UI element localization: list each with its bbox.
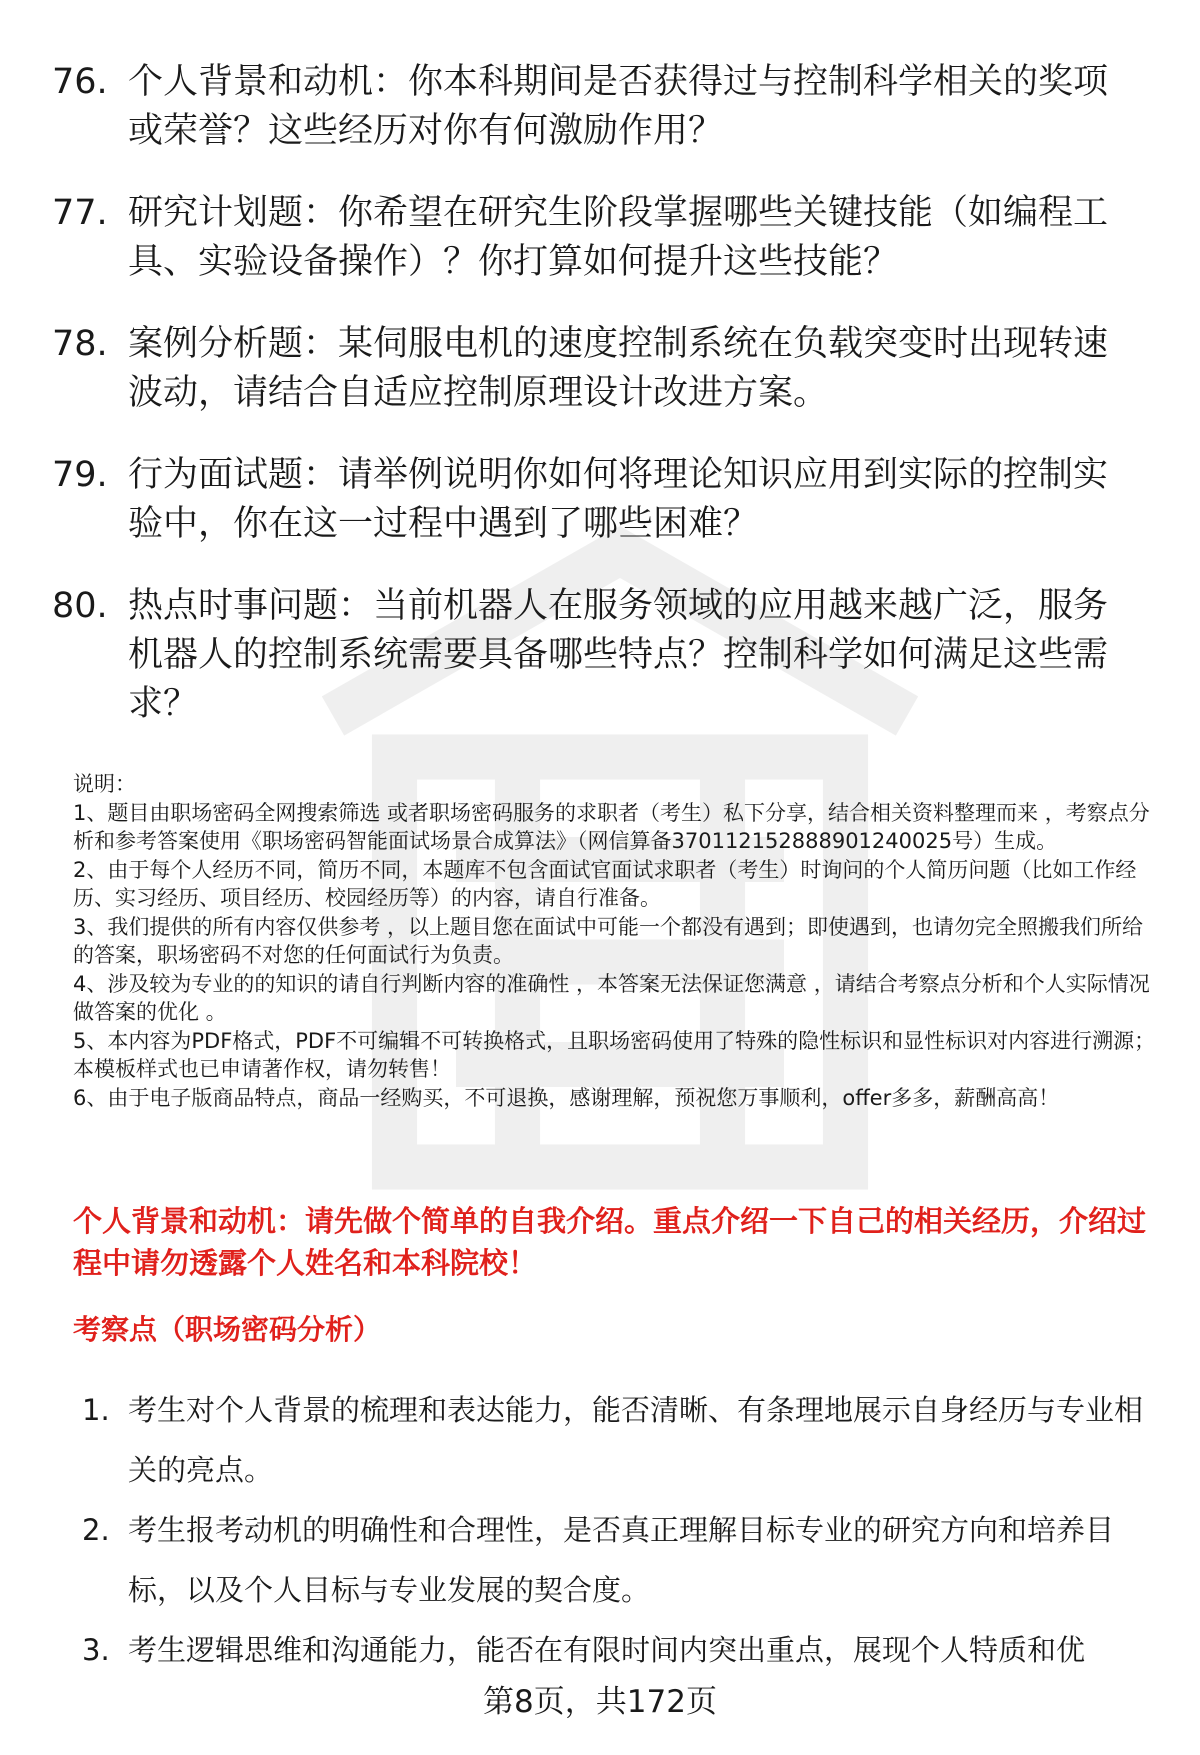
question-text: 热点时事问题：当前机器人在服务领域的应用越来越广泛，服务机器人的控制系统需要具备哪些特点？控制科学如何满足这些需求？ [128,586,1109,724]
assessment-point [82,1380,1152,1500]
section-heading: 考察点（职场密码分析） [73,1313,382,1346]
question-number: 78. [52,324,108,364]
notes-section [73,770,1158,1112]
point-text: 考生报考动机的明确性和合理性，是否真正理解目标专业的研究方向和培养目标，以及个人目标与专业发展的契合度。 [128,1513,1115,1607]
question-item [52,451,1142,549]
question-item [52,582,1142,729]
question-number: 80. [52,586,108,626]
question-number: 76. [52,62,108,102]
question-number: 77. [52,193,108,233]
note-item: 5、本内容为PDF格式，PDF不可编辑不可转换格式，且职场密码使用了特殊的隐性标识和显性标识对内容进行溯源；本模板样式也已申请著作权，请勿转售！ [73,1028,1156,1081]
highlighted-question: 个人背景和动机：请先做个简单的自我介绍。重点介绍一下自己的相关经历，介绍过程中请勿透露个人姓名和本科院校！ [73,1204,1147,1280]
note-item: 6、由于电子版商品特点，商品一经购买，不可退换，感谢理解，预祝您万事顺利，offer多多，薪酬高高！ [73,1085,1060,1110]
notes-title: 说明： [73,772,136,796]
point-text: 考生对个人背景的梳理和表达能力，能否清晰、有条理地展示自身经历与专业相关的亮点。 [128,1393,1144,1487]
point-number: 1. [82,1393,110,1427]
question-item [52,320,1142,418]
point-text: 考生逻辑思维和沟通能力，能否在有限时间内突出重点，展现个人特质和优 [128,1633,1086,1667]
question-text: 行为面试题：请举例说明你如何将理论知识应用到实际的控制实验中，你在这一过程中遇到了哪些困难？ [128,455,1109,544]
note-item: 3、我们提供的所有内容仅供参考 ，以上题目您在面试中可能一个都没有遇到；即使遇到，也请勿完全照搬我们所给的答案，职场密码不对您的任何面试行为负责。 [73,914,1144,967]
point-number: 2. [82,1513,110,1547]
question-list [52,58,1142,762]
assessment-point [82,1620,1152,1680]
note-item: 4、涉及较为专业的的知识的请自行判断内容的准确性 ，本答案无法保证您满意 ，请结合考察点分析和个人实际情况做答案的优化 。 [73,971,1150,1024]
assessment-point-list [82,1380,1152,1680]
point-number: 3. [82,1633,110,1667]
page-footer: 第8页，共172页 [483,1684,717,1720]
note-item: 2、由于每个人经历不同，简历不同，本题库不包含面试官面试求职者（考生）时询问的个人简历问题（比如工作经历、实习经历、项目经历、校园经历等）的内容，请自行准备。 [73,857,1137,910]
note-item: 1、题目由职场密码全网搜索筛选 或者职场密码服务的求职者（考生）私下分享，结合相关资料整理而来 ，考察点分析和参考答案使用《职场密码智能面试场景合成算法》（网信算备370112152888901240025号）生成。 [73,800,1150,853]
question-item [52,189,1142,287]
question-item [52,58,1142,156]
question-text: 个人背景和动机：你本科期间是否获得过与控制科学相关的奖项或荣誉？这些经历对你有何激励作用？ [128,62,1109,151]
question-text: 案例分析题：某伺服电机的速度控制系统在负载突变时出现转速波动，请结合自适应控制原理设计改进方案。 [128,324,1109,413]
question-text: 研究计划题：你希望在研究生阶段掌握哪些关键技能（如编程工具、实验设备操作）？你打算如何提升这些技能？ [128,193,1109,282]
question-number: 79. [52,455,108,495]
assessment-point [82,1500,1152,1620]
